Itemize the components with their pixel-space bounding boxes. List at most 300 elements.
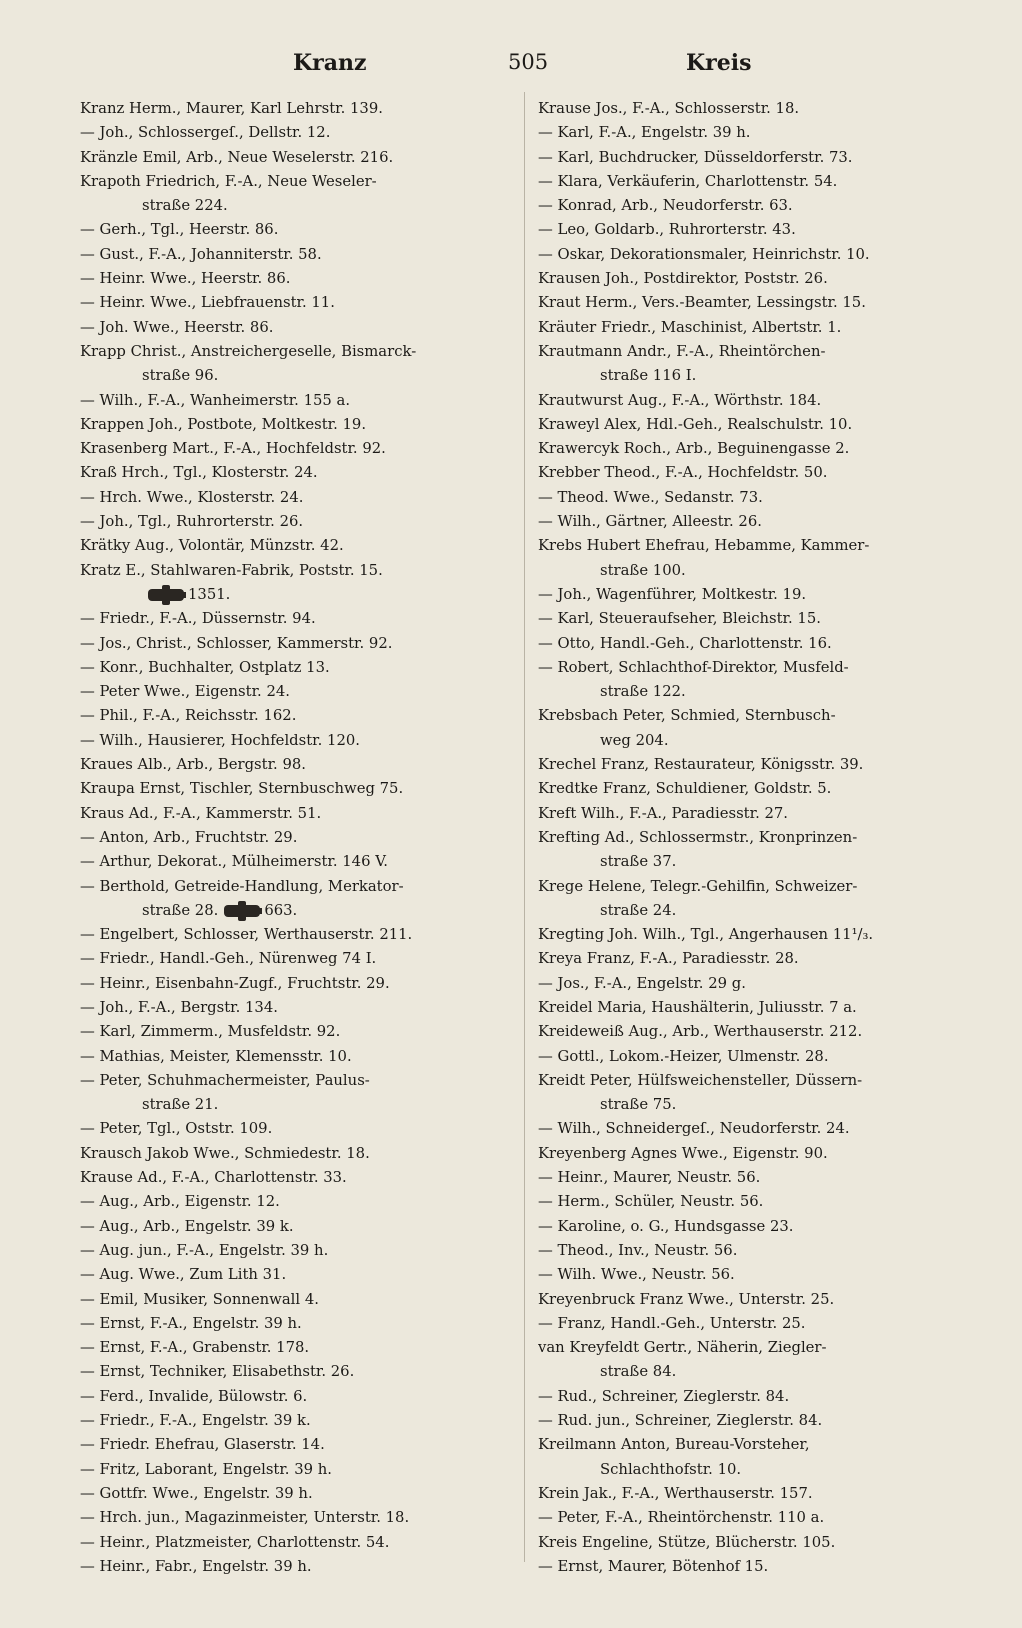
entry-text: Kraut Herm., Vers.-Beamter, Lessingstr. 15. (538, 294, 866, 312)
directory-entry (80, 1142, 510, 1166)
directory-entry (538, 947, 970, 971)
directory-entry (538, 996, 970, 1020)
entry-text: Krebs Hubert Ehefrau, Hebamme, Kammer- (538, 537, 870, 555)
entry-text: — Joh., F.-A., Bergstr. 134. (80, 998, 278, 1016)
directory-entry (80, 972, 510, 996)
directory-entry (538, 1142, 970, 1166)
entry-line (538, 826, 970, 850)
entry-line (538, 1409, 970, 1433)
entry-text: — Franz, Handl.-Geh., Unterstr. 25. (538, 1314, 806, 1332)
directory-entry (80, 534, 510, 558)
directory-entry (80, 486, 510, 510)
entry-line (80, 1336, 510, 1360)
entry-text: — Peter, Schuhmachermeister, Paulus- (80, 1071, 370, 1089)
directory-entry (538, 1215, 970, 1239)
entry-text: — Hrch. jun., Magazinmeister, Unterstr. 18. (80, 1509, 410, 1527)
directory-entry (538, 1166, 970, 1190)
directory-entry (538, 1433, 970, 1482)
entry-text: straße 116 I. (600, 367, 697, 385)
directory-entry (538, 194, 970, 218)
entry-text: straße 75. (600, 1096, 677, 1114)
entry-text: Schlachthofstr. 10. (600, 1460, 742, 1478)
entry-text: — Konr., Buchhalter, Ostplatz 13. (80, 658, 330, 676)
entry-text: — Heinr., Maurer, Neustr. 56. (538, 1169, 761, 1187)
entry-text: — Heinr., Eisenbahn-Zugf., Fruchtstr. 29. (80, 974, 390, 992)
entry-text: straße 224. (142, 197, 228, 215)
entry-line (80, 534, 510, 558)
entry-text: Krapp Christ., Anstreichergeselle, Bismarck- (80, 342, 417, 360)
directory-entry (538, 583, 970, 607)
entry-text: Kraus Ad., F.-A., Kammerstr. 51. (80, 804, 322, 822)
entry-text: — Ernst, F.-A., Engelstr. 39 h. (80, 1314, 302, 1332)
entry-text: — Phil., F.-A., Reichsstr. 162. (80, 707, 297, 725)
entry-text: Krause Ad., F.-A., Charlottenstr. 33. (80, 1169, 347, 1187)
directory-entry (80, 1166, 510, 1190)
entry-continuation (80, 1093, 510, 1117)
entry-text: — Robert, Schlachthof-Direktor, Musfeld- (538, 658, 849, 676)
entry-line (80, 656, 510, 680)
telephone-number: 1351. (188, 585, 231, 603)
directory-entry (80, 1409, 510, 1433)
entry-text: — Konrad, Arb., Neudorferstr. 63. (538, 197, 793, 215)
entry-text: — Peter, F.-A., Rheintörchenstr. 110 a. (538, 1509, 825, 1527)
entry-text: Kredtke Franz, Schuldiener, Goldstr. 5. (538, 780, 832, 798)
directory-entry (80, 1288, 510, 1312)
entry-line (80, 1312, 510, 1336)
directory-entry (80, 291, 510, 315)
directory-entry (80, 1239, 510, 1263)
entry-text: — Gust., F.-A., Johanniterstr. 58. (80, 245, 322, 263)
entry-text: — Klara, Verkäuferin, Charlottenstr. 54. (538, 172, 838, 190)
entry-continuation (80, 583, 510, 607)
directory-entry (538, 510, 970, 534)
entry-text: Kraupa Ernst, Tischler, Sternbuschweg 75. (80, 780, 404, 798)
directory-entry (538, 267, 970, 291)
directory-entry (538, 97, 970, 121)
entry-line (538, 704, 970, 728)
header-right-keyword: Kreis (686, 50, 752, 76)
entry-line (538, 437, 970, 461)
directory-entry (80, 1336, 510, 1360)
entry-text: — Fritz, Laborant, Engelstr. 39 h. (80, 1460, 332, 1478)
entry-continuation (80, 899, 510, 923)
entry-text: — Heinr. Wwe., Heerstr. 86. (80, 270, 291, 288)
entry-line (80, 826, 510, 850)
directory-entry (538, 656, 970, 705)
entry-line (80, 97, 510, 121)
entry-text: Krege Helene, Telegr.-Gehilfin, Schweizer- (538, 877, 858, 895)
directory-entry (80, 316, 510, 340)
entry-text: Kreis Engeline, Stütze, Blücherstr. 105. (538, 1533, 836, 1551)
entry-text: Krein Jak., F.-A., Werthauserstr. 157. (538, 1484, 813, 1502)
directory-entry (538, 1117, 970, 1141)
directory-entry (538, 1045, 970, 1069)
directory-entry (538, 1409, 970, 1433)
entry-line (538, 1045, 970, 1069)
directory-entry (80, 947, 510, 971)
entry-text: — Heinr. Wwe., Liebfrauenstr. 11. (80, 294, 335, 312)
directory-entry (538, 1385, 970, 1409)
entry-text: — Berthold, Getreide-Handlung, Merkator- (80, 877, 404, 895)
entry-text: — Joh., Tgl., Ruhrorterstr. 26. (80, 513, 304, 531)
entry-line (538, 340, 970, 364)
directory-entry (80, 218, 510, 242)
directory-entry (538, 1336, 970, 1385)
entry-continuation (538, 1458, 970, 1482)
directory-entry (538, 923, 970, 947)
entry-line (538, 1190, 970, 1214)
entry-line (80, 486, 510, 510)
directory-entry (538, 704, 970, 753)
entry-line (538, 583, 970, 607)
entry-text: straße 84. (600, 1363, 677, 1381)
directory-entry (538, 1555, 970, 1577)
entry-text: straße 24. (600, 901, 677, 919)
entry-text: — Hrch. Wwe., Klosterstr. 24. (80, 488, 304, 506)
directory-entry (538, 632, 970, 656)
entry-line (80, 316, 510, 340)
left-column (80, 97, 510, 1577)
entry-text: — Ernst, Maurer, Bötenhof 15. (538, 1557, 769, 1575)
entry-continuation (538, 364, 970, 388)
directory-entry (80, 559, 510, 608)
entry-text: Kreya Franz, F.-A., Paradiesstr. 28. (538, 950, 799, 968)
entry-line (80, 510, 510, 534)
directory-entry (80, 729, 510, 753)
entry-line (80, 1263, 510, 1287)
directory-entry (80, 850, 510, 874)
entry-text: — Leo, Goldarb., Ruhrorterstr. 43. (538, 221, 796, 239)
entry-line (80, 243, 510, 267)
directory-entry (538, 437, 970, 461)
right-column (538, 97, 970, 1577)
entry-line (80, 1531, 510, 1555)
directory-entry (80, 656, 510, 680)
entry-line (80, 947, 510, 971)
entry-text: weg 204. (600, 731, 669, 749)
entry-line (538, 632, 970, 656)
directory-entry (538, 243, 970, 267)
entry-text: — Friedr., F.-A., Engelstr. 39 k. (80, 1412, 311, 1430)
entry-text: — Friedr. Ehefrau, Glaserstr. 14. (80, 1436, 325, 1454)
entry-text: — Karl, Zimmerm., Musfeldstr. 92. (80, 1023, 341, 1041)
entry-text: Kraues Alb., Arb., Bergstr. 98. (80, 756, 306, 774)
entry-line (538, 461, 970, 485)
entry-text: — Wilh., F.-A., Wanheimerstr. 155 a. (80, 391, 351, 409)
entry-line (80, 170, 510, 194)
directory-entry (538, 461, 970, 485)
entry-line (80, 875, 510, 899)
entry-text: straße 96. (142, 367, 219, 385)
entry-line (80, 1288, 510, 1312)
entry-line (80, 1458, 510, 1482)
directory-entry (538, 1288, 970, 1312)
entry-continuation (538, 559, 970, 583)
entry-text: — Herm., Schüler, Neustr. 56. (538, 1193, 764, 1211)
directory-entry (80, 826, 510, 850)
telephone-icon (148, 589, 184, 601)
entry-line (80, 267, 510, 291)
entry-continuation (538, 899, 970, 923)
directory-entry (538, 1069, 970, 1118)
entry-line (538, 267, 970, 291)
entry-line (538, 1482, 970, 1506)
entry-text: Kraß Hrch., Tgl., Klosterstr. 24. (80, 464, 318, 482)
entry-text: — Aug., Arb., Engelstr. 39 k. (80, 1217, 294, 1235)
entry-line (538, 510, 970, 534)
directory-entry (538, 753, 970, 777)
directory-entry (538, 486, 970, 510)
entry-line (538, 1069, 970, 1093)
entry-text: Krefting Ad., Schlossermstr., Kronprinzen- (538, 828, 858, 846)
entry-line (80, 1142, 510, 1166)
entry-line (80, 413, 510, 437)
entry-text: Krebsbach Peter, Schmied, Sternbusch- (538, 707, 836, 725)
directory-entry (80, 607, 510, 631)
entry-text: — Rud., Schreiner, Zieglerstr. 84. (538, 1387, 790, 1405)
directory-entry (538, 170, 970, 194)
entry-line (80, 461, 510, 485)
entry-text: Krausch Jakob Wwe., Schmiedestr. 18. (80, 1144, 370, 1162)
directory-entry (80, 510, 510, 534)
entry-text: — Jos., F.-A., Engelstr. 29 g. (538, 974, 746, 992)
directory-entry (80, 1020, 510, 1044)
directory-entry (80, 875, 510, 924)
entry-text: — Wilh. Wwe., Neustr. 56. (538, 1266, 735, 1284)
entry-text: — Gerh., Tgl., Heerstr. 86. (80, 221, 279, 239)
header-left-keyword: Kranz (293, 50, 367, 76)
directory-entry (80, 243, 510, 267)
entry-text: — Anton, Arb., Fruchtstr. 29. (80, 828, 298, 846)
entry-text: straße 37. (600, 853, 677, 871)
entry-line (80, 1482, 510, 1506)
entry-line (80, 1385, 510, 1409)
directory-entry (538, 121, 970, 145)
entry-line (80, 1555, 510, 1577)
entry-text: — Theod., Inv., Neustr. 56. (538, 1241, 738, 1259)
entry-line (80, 1069, 510, 1093)
entry-line (538, 1336, 970, 1360)
directory-entry (80, 1117, 510, 1141)
entry-continuation (538, 680, 970, 704)
entry-text: Krawercyk Roch., Arb., Beguinengasse 2. (538, 440, 850, 458)
entry-text: Krautwurst Aug., F.-A., Wörthstr. 184. (538, 391, 822, 409)
entry-line (80, 1360, 510, 1384)
directory-entry (80, 1458, 510, 1482)
entry-line (538, 194, 970, 218)
entry-text: — Aug., Arb., Eigenstr. 12. (80, 1193, 280, 1211)
entry-text: — Karoline, o. G., Hundsgasse 23. (538, 1217, 794, 1235)
directory-entry (538, 389, 970, 413)
entry-text: van Kreyfeldt Gertr., Näherin, Ziegler- (538, 1339, 827, 1357)
entry-line (80, 753, 510, 777)
directory-entry (80, 413, 510, 437)
entry-line (538, 947, 970, 971)
directory-entry (80, 121, 510, 145)
entry-text: — Ferd., Invalide, Bülowstr. 6. (80, 1387, 308, 1405)
entry-line (80, 996, 510, 1020)
entry-line (538, 389, 970, 413)
entry-line (80, 850, 510, 874)
entry-line (80, 1239, 510, 1263)
entry-continuation (80, 194, 510, 218)
entry-text: Krätky Aug., Volontär, Münzstr. 42. (80, 537, 344, 555)
directory-entry (80, 680, 510, 704)
entry-line (80, 1506, 510, 1530)
entry-text: — Wilh., Schneidergeſ., Neudorferstr. 24. (538, 1120, 850, 1138)
directory-entry (80, 170, 510, 219)
entry-line (80, 632, 510, 656)
entry-line (538, 218, 970, 242)
entry-text: — Friedr., F.-A., Düssernstr. 94. (80, 610, 316, 628)
directory-entry (538, 1531, 970, 1555)
entry-text: straße 21. (142, 1096, 219, 1114)
entry-text: Krapoth Friedrich, F.-A., Neue Weseler- (80, 172, 377, 190)
entry-line (538, 243, 970, 267)
directory-entry (538, 826, 970, 875)
entry-text: — Heinr., Platzmeister, Charlottenstr. 54. (80, 1533, 390, 1551)
entry-text: — Ernst, Techniker, Elisabethstr. 26. (80, 1363, 355, 1381)
entry-text: Krappen Joh., Postbote, Moltkestr. 19. (80, 415, 367, 433)
telephone-number: 663. (264, 901, 298, 919)
entry-text: Kreideweiß Aug., Arb., Werthauserstr. 212. (538, 1023, 863, 1041)
entry-text: — Peter Wwe., Eigenstr. 24. (80, 683, 290, 701)
entry-text: Kränzle Emil, Arb., Neue Weselerstr. 216. (80, 148, 394, 166)
entry-line (80, 680, 510, 704)
directory-entry (538, 802, 970, 826)
entry-text: — Rud. jun., Schreiner, Zieglerstr. 84. (538, 1412, 823, 1430)
directory-entry (538, 316, 970, 340)
entry-text: Kräuter Friedr., Maschinist, Albertstr. 1. (538, 318, 842, 336)
directory-entry (538, 1506, 970, 1530)
directory-entry (80, 632, 510, 656)
entry-text: — Karl, F.-A., Engelstr. 39 h. (538, 124, 751, 142)
directory-entry (538, 875, 970, 924)
entry-text: — Oskar, Dekorationsmaler, Heinrichstr. 10. (538, 245, 870, 263)
directory-entry (538, 1312, 970, 1336)
entry-text: — Jos., Christ., Schlosser, Kammerstr. 92. (80, 634, 393, 652)
directory-entry (538, 291, 970, 315)
entry-line (80, 923, 510, 947)
entry-line (538, 121, 970, 145)
entry-text: — Heinr., Fabr., Engelstr. 39 h. (80, 1557, 312, 1575)
entry-text: Krechel Franz, Restaurateur, Königsstr. 39. (538, 756, 864, 774)
entry-text: Kranz Herm., Maurer, Karl Lehrstr. 139. (80, 100, 383, 117)
entry-line (80, 1215, 510, 1239)
directory-entry (80, 1433, 510, 1457)
directory-entry (538, 1263, 970, 1287)
entry-line (538, 1020, 970, 1044)
entry-text: — Wilh., Hausierer, Hochfeldstr. 120. (80, 731, 360, 749)
directory-entry (80, 1312, 510, 1336)
entry-line (538, 753, 970, 777)
entry-continuation (538, 729, 970, 753)
entry-line (538, 1263, 970, 1287)
entry-line (538, 1288, 970, 1312)
directory-entry (80, 704, 510, 728)
entry-line (80, 218, 510, 242)
entry-line (538, 802, 970, 826)
entry-line (80, 559, 510, 583)
directory-entry (80, 1069, 510, 1118)
directory-entry (538, 1482, 970, 1506)
directory-entry (80, 996, 510, 1020)
entry-continuation (538, 1093, 970, 1117)
telephone-icon (224, 905, 260, 917)
entry-line (538, 923, 970, 947)
entry-line (538, 972, 970, 996)
entry-text: Kreyenberg Agnes Wwe., Eigenstr. 90. (538, 1144, 828, 1162)
entry-line (538, 1385, 970, 1409)
directory-entry (80, 923, 510, 947)
directory-entry (80, 1045, 510, 1069)
entry-text: — Karl, Buchdrucker, Düsseldorferstr. 73. (538, 148, 853, 166)
entry-text: — Aug. Wwe., Zum Lith 31. (80, 1266, 287, 1284)
entry-line (538, 97, 970, 121)
entry-text: straße 122. (600, 683, 686, 701)
entry-line (80, 972, 510, 996)
entry-text: straße 28. (142, 901, 219, 919)
directory-entry (538, 146, 970, 170)
directory-entry (80, 777, 510, 801)
directory-entry (80, 1360, 510, 1384)
entry-text: — Joh., Wagenführer, Moltkestr. 19. (538, 585, 807, 603)
entry-line (80, 121, 510, 145)
entry-line (80, 1433, 510, 1457)
directory-entry (80, 146, 510, 170)
entry-line (80, 146, 510, 170)
directory-entry (538, 777, 970, 801)
entry-line (538, 1117, 970, 1141)
directory-entry (80, 1385, 510, 1409)
directory-entry (80, 389, 510, 413)
entry-text: Kreft Wilh., F.-A., Paradiesstr. 27. (538, 804, 789, 822)
directory-entry (80, 97, 510, 121)
entry-continuation (80, 364, 510, 388)
directory-entry (80, 1531, 510, 1555)
entry-text: — Joh. Wwe., Heerstr. 86. (80, 318, 274, 336)
column-divider (524, 92, 525, 1562)
entry-line (538, 1239, 970, 1263)
entry-continuation (538, 1360, 970, 1384)
entry-line (538, 291, 970, 315)
entry-text: — Aug. jun., F.-A., Engelstr. 39 h. (80, 1241, 329, 1259)
entry-line (80, 340, 510, 364)
entry-line (538, 1531, 970, 1555)
directory-entry (80, 1263, 510, 1287)
entry-line (538, 534, 970, 558)
directory-entry (80, 753, 510, 777)
directory-entry (538, 534, 970, 583)
directory-entry (80, 1506, 510, 1530)
entry-text: Kreyenbruck Franz Wwe., Unterstr. 25. (538, 1290, 835, 1308)
entry-line (538, 1142, 970, 1166)
directory-entry (538, 1239, 970, 1263)
directory-entry (538, 413, 970, 437)
directory-entry (538, 1190, 970, 1214)
entry-text: Kreilmann Anton, Bureau-Vorsteher, (538, 1436, 810, 1454)
directory-entry (538, 218, 970, 242)
entry-text: Kratz E., Stahlwaren-Fabrik, Poststr. 15. (80, 561, 383, 579)
entry-text: Krasenberg Mart., F.-A., Hochfeldstr. 92. (80, 440, 386, 458)
entry-line (538, 996, 970, 1020)
entry-line (80, 1117, 510, 1141)
directory-entry (80, 1555, 510, 1577)
entry-text: — Arthur, Dekorat., Mülheimerstr. 146 V. (80, 853, 389, 871)
entry-text: — Gottl., Lokom.-Heizer, Ulmenstr. 28. (538, 1047, 829, 1065)
entry-line (538, 607, 970, 631)
entry-text: Krause Jos., F.-A., Schlosserstr. 18. (538, 100, 800, 117)
